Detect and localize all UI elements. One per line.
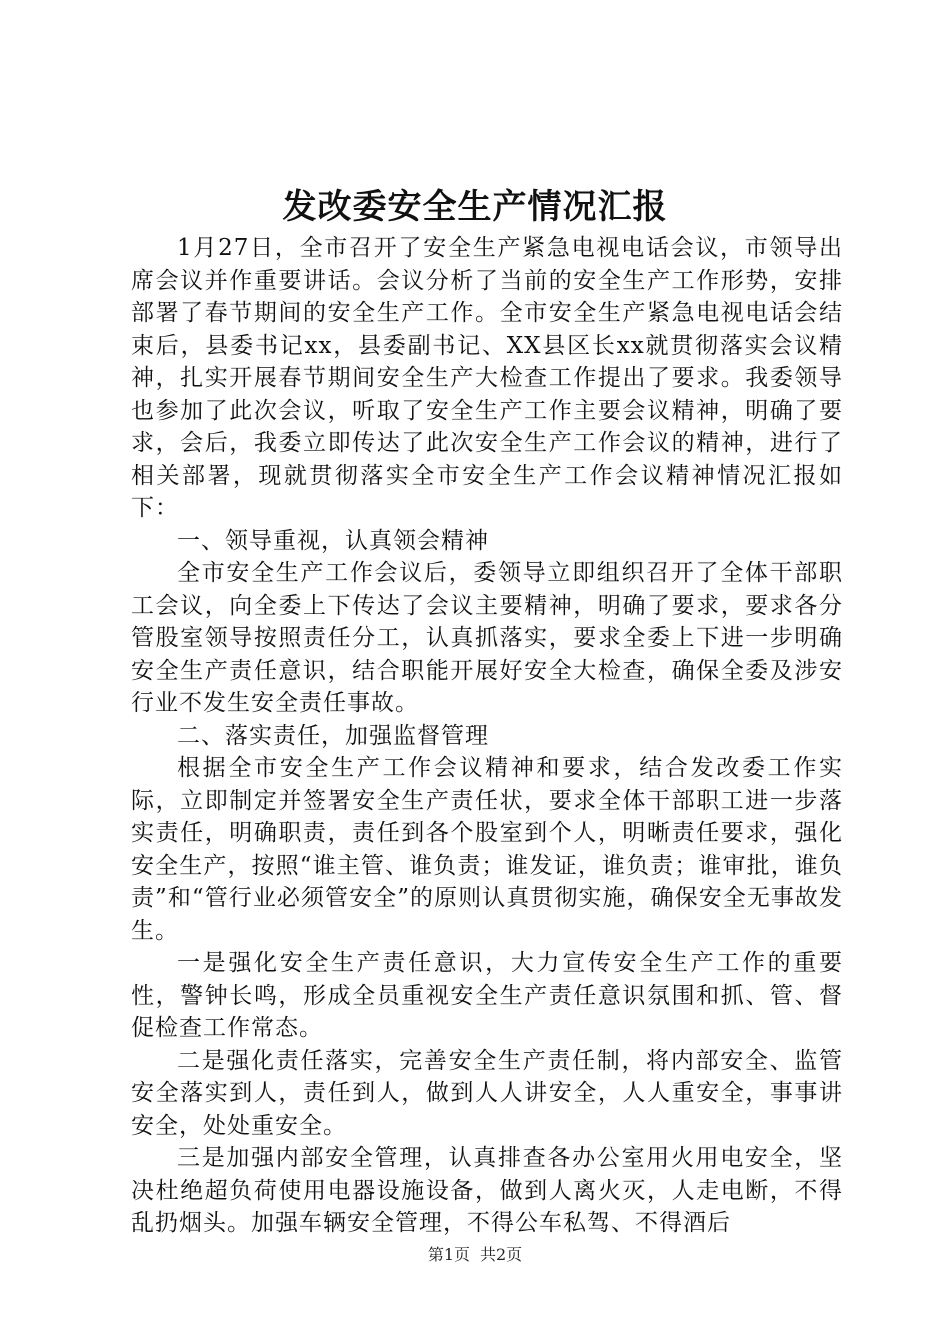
paragraph-intro: 1月27日，全市召开了安全生产紧急电视电话会议，市领导出席会议并作重要讲话。会议分析了当前的安全生产工作形势，安排部署了春节期间的安全生产工作。全市安全生产紧急电视电话会结束后，县委书记xx，县委副书记、XX县区长xx就贯彻落实会议精神，扎实开展春节期间安全生产大检查工作提出了要求。我委领导也参加了此次会议，听取了安全生产工作主要会议精神，明确了要求，会后，我委立即传达了此次安全生产工作会议的精神，进行了相关部署，现就贯彻落实全市安全生产工作会议精神情况汇报如下： — [131, 235, 843, 521]
page-number: 第1页 — [427, 1245, 470, 1264]
paragraph-point-2: 二是强化责任落实，完善安全生产责任制，将内部安全、监管安全落实到人，责任到人，做到人人讲安全，人人重安全，事事讲安全，处处重安全。 — [131, 1047, 843, 1139]
document-title: 发改委安全生产情况汇报 — [282, 187, 668, 227]
paragraph-section-1: 全市安全生产工作会议后，委领导立即组织召开了全体干部职工会议，向全委上下传达了会议主要精神，明确了要求，要求各分管股室领导按照责任分工，认真抓落实，要求全委上下进一步明确安全生产责任意识，结合职能开展好安全大检查，确保全委及涉安行业不发生安全责任事故。 — [131, 560, 843, 716]
paragraph-point-3: 三是加强内部安全管理，认真排查各办公室用火用电安全，坚决杜绝超负荷使用电器设施设备，做到人离火灭，人走电断，不得乱扔烟头。加强车辆安全管理，不得公车私驾、不得酒后 — [131, 1145, 843, 1236]
document-body — [131, 232, 843, 1240]
paragraph-point-1: 一是强化安全生产责任意识，大力宣传安全生产工作的重要性，警钟长鸣，形成全员重视安全生产责任意识氛围和抓、管、督促检查工作常态。 — [131, 950, 843, 1041]
page-footer — [0, 1243, 950, 1267]
section-heading-2: 二、落实责任，加强监督管理 — [177, 722, 489, 749]
section-heading-1: 一、领导重视，认真领会精神 — [177, 527, 489, 554]
paragraph-section-2: 根据全市安全生产工作会议精神和要求，结合发改委工作实际，立即制定并签署安全生产责任状，要求全体干部职工进一步落实责任，明确职责，责任到各个股室到个人，明晰责任要求，强化安全生产，按照“谁主管、谁负责；谁发证，谁负责；谁审批，谁负责”和“管行业必须管安全”的原则认真贯彻实施，确保安全无事故发生。 — [131, 755, 843, 944]
page-total: 共2页 — [480, 1245, 523, 1264]
